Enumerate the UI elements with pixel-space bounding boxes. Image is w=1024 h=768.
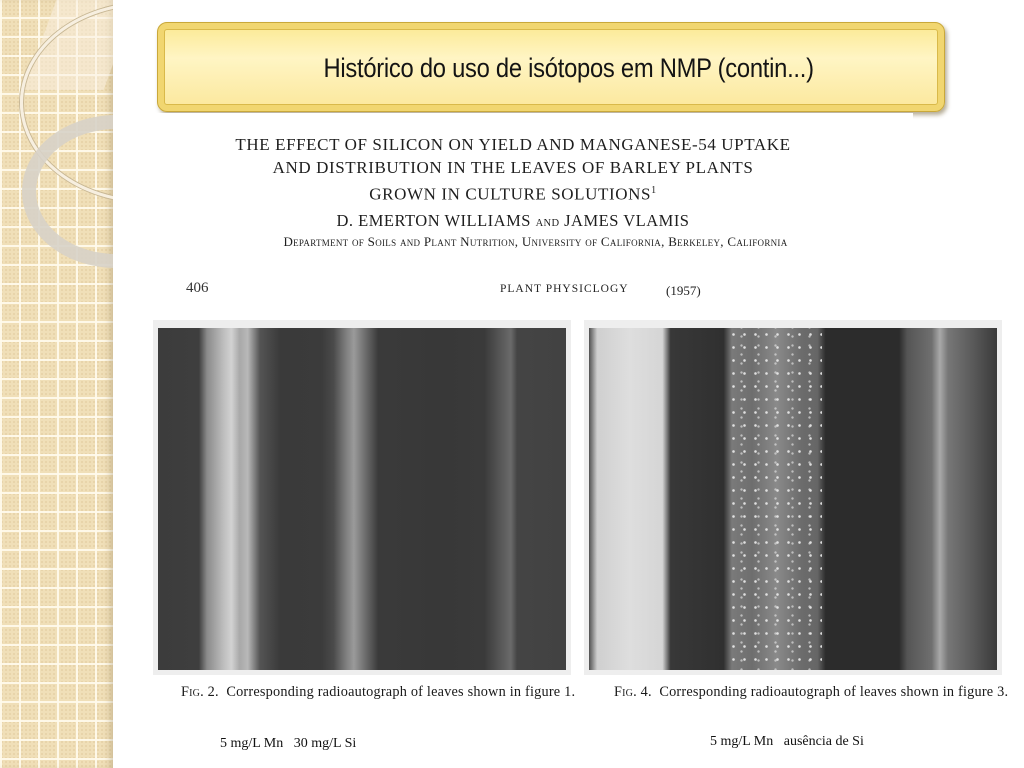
author-conjunction: AND xyxy=(535,218,560,229)
paper-title-line-2: AND DISTRIBUTION IN THE LEAVES OF BARLEY PLANTS xyxy=(272,158,754,177)
radioautograph-image-fig4 xyxy=(589,328,997,670)
figure-4-caption-text: Corresponding radioautograph of leaves shown in figure 3. xyxy=(659,684,1009,700)
page-number: 406 xyxy=(186,280,209,296)
figure-2-radioautograph xyxy=(153,320,571,675)
figure-2-caption-text: Corresponding radioautograph of leaves shown in figure 1. xyxy=(226,684,576,700)
figure-4-caption xyxy=(590,683,1010,702)
paper-title xyxy=(113,133,913,206)
paper-affiliation: Department of Soils and Plant Nutrition, University of California, Berkeley, California xyxy=(283,234,788,249)
decorative-ring-small xyxy=(22,115,113,268)
author-1: D. EMERTON WILLIAMS xyxy=(336,211,531,230)
figure-2-condition-label: 5 mg/L Mn 30 mg/L Si xyxy=(220,736,357,751)
figure-4-radioautograph xyxy=(584,320,1002,675)
paper-title-line-3-text: GROWN IN CULTURE SOLUTIONS xyxy=(369,184,652,204)
paper-header-excerpt xyxy=(113,113,913,273)
footnote-mark: 1 xyxy=(651,185,657,196)
author-2: JAMES VLAMIS xyxy=(564,211,690,230)
radioautograph-image-fig2 xyxy=(158,328,566,670)
figure-4-label: Fig. 4. xyxy=(614,684,652,700)
paper-title-line-1: THE EFFECT OF SILICON ON YIELD AND MANGANESE-54 UPTAKE xyxy=(235,135,791,154)
paper-authors xyxy=(113,211,913,231)
decorative-side-strip xyxy=(0,0,113,768)
figure-2-caption xyxy=(157,683,577,702)
journal-name: PLANT PHYSICLOGY xyxy=(500,283,629,295)
decorative-highlight xyxy=(24,0,113,90)
slide-title: Histórico do uso de isótopos em NMP (contin...) xyxy=(323,53,814,83)
publication-year: (1957) xyxy=(666,283,701,298)
paper-title-line-3 xyxy=(113,179,913,206)
slide-title-box xyxy=(157,22,945,112)
mn-speckle-band xyxy=(728,328,822,670)
figure-4-condition-label: 5 mg/L Mn ausência de Si xyxy=(710,734,864,749)
figure-2-label: Fig. 2. xyxy=(181,684,219,700)
